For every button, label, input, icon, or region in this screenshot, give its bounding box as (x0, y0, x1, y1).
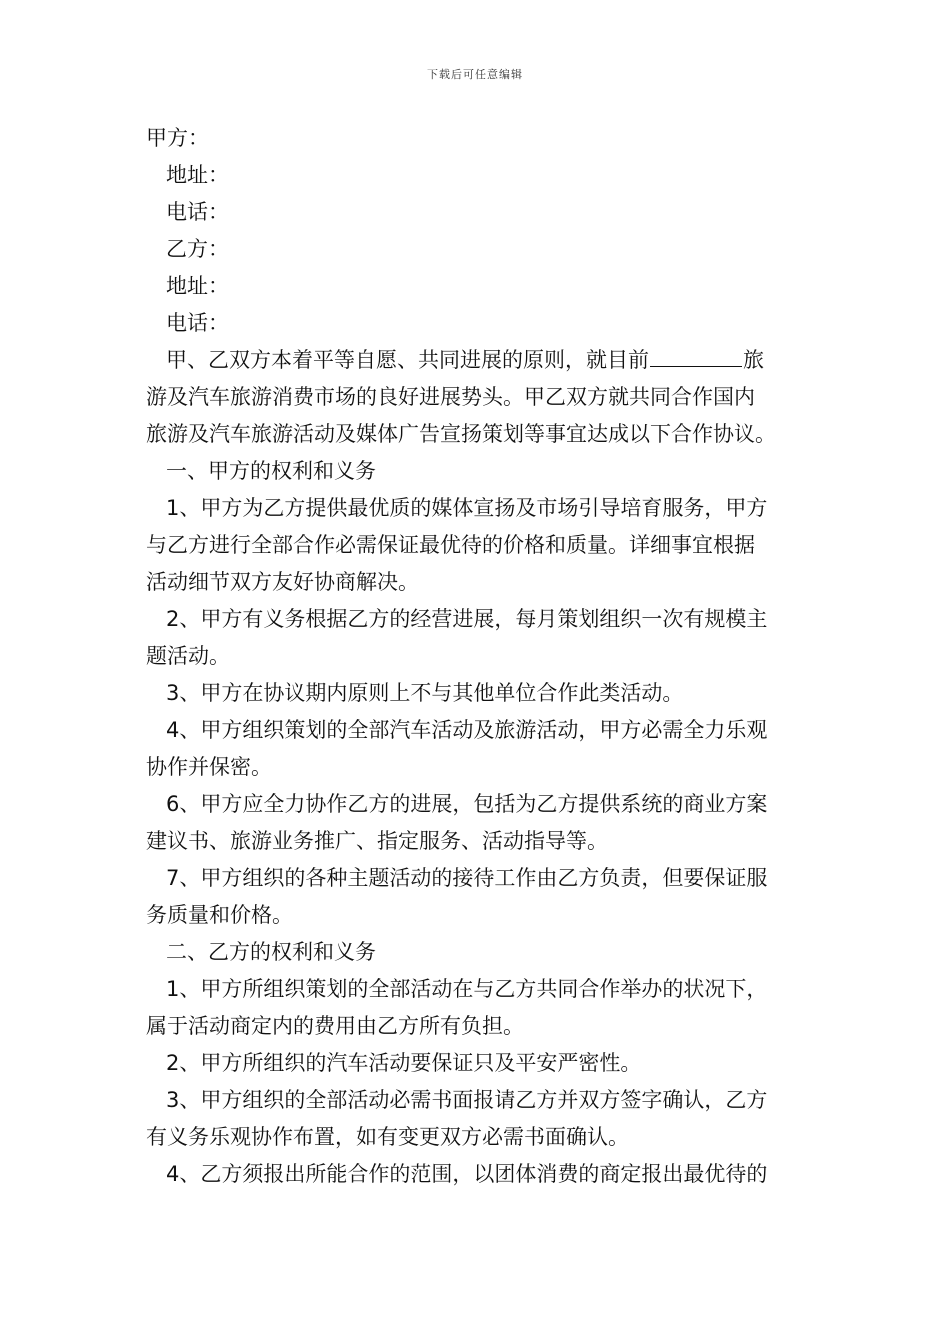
s2-item-4-line-1: 4、乙方须报出所能合作的范围，以团体消费的商定报出最优待的 (166, 1162, 768, 1186)
contract-body (146, 120, 808, 1193)
s1-item-2-line-1: 2、甲方有义务根据乙方的经营进展，每月策划组织一次有规模主 (166, 607, 768, 631)
s1-item-1-line-1: 1、甲方为乙方提供最优质的媒体宣扬及市场引导培育服务，甲方 (166, 496, 768, 520)
intro-line-2: 游及汽车旅游消费市场的良好进展势头。甲乙双方就共同合作国内 (146, 385, 755, 409)
s1-item-4-line-1: 4、甲方组织策划的全部汽车活动及旅游活动，甲方必需全力乐观 (166, 718, 768, 742)
s1-item-6-line-1: 6、甲方应全力协作乙方的进展，包括为乙方提供系统的商业方案 (166, 792, 768, 816)
s1-item-1-line-2: 与乙方进行全部合作必需保证最优待的价格和质量。详细事宜根据 (146, 533, 755, 557)
s2-item-1-line-1: 1、甲方所组织策划的全部活动在与乙方共同合作举办的状况下， (166, 977, 768, 1001)
party-b-address-label: 地址： (166, 274, 229, 298)
s1-item-4-line-2: 协作并保密。 (146, 755, 272, 779)
section-2-heading: 二、乙方的权利和义务 (166, 940, 376, 964)
s2-item-1-line-2: 属于活动商定内的费用由乙方所有负担。 (146, 1014, 524, 1038)
intro-text-after-blank: 旅 (743, 348, 764, 372)
intro-text-before-blank: 甲、乙双方本着平等自愿、共同进展的原则，就目前 (166, 348, 649, 372)
section-1-heading: 一、甲方的权利和义务 (166, 459, 376, 483)
party-a-address-label: 地址： (166, 163, 229, 187)
s2-item-3-line-1: 3、甲方组织的全部活动必需书面报请乙方并双方签字确认，乙方 (166, 1088, 768, 1112)
intro-line-3: 旅游及汽车旅游活动及媒体广告宣扬策划等事宜达成以下合作协议。 (146, 422, 776, 446)
s2-item-3-line-2: 有义务乐观协作布置，如有变更双方必需书面确认。 (146, 1125, 629, 1149)
s1-item-7-line-2: 务质量和价格。 (146, 903, 293, 927)
s1-item-6-line-2: 建议书、旅游业务推广、指定服务、活动指导等。 (146, 829, 608, 853)
s1-item-3-line-1: 3、甲方在协议期内原则上不与其他单位合作此类活动。 (166, 681, 684, 705)
header-note: 下载后可任意编辑 (427, 68, 523, 81)
party-a-phone-label: 电话： (166, 200, 229, 224)
s1-item-7-line-1: 7、甲方组织的各种主题活动的接待工作由乙方负责，但要保证服 (166, 866, 768, 890)
s1-item-2-line-2: 题活动。 (146, 644, 230, 668)
intro-line-1 (146, 342, 808, 379)
fill-in-blank (650, 342, 742, 367)
party-b-phone-label: 电话： (166, 311, 229, 335)
party-b-label: 乙方： (166, 237, 229, 261)
s1-item-1-line-3: 活动细节双方友好协商解决。 (146, 570, 419, 594)
party-a-label: 甲方： (146, 126, 209, 150)
s2-item-2-line-1: 2、甲方所组织的汽车活动要保证只及平安严密性。 (166, 1051, 642, 1075)
